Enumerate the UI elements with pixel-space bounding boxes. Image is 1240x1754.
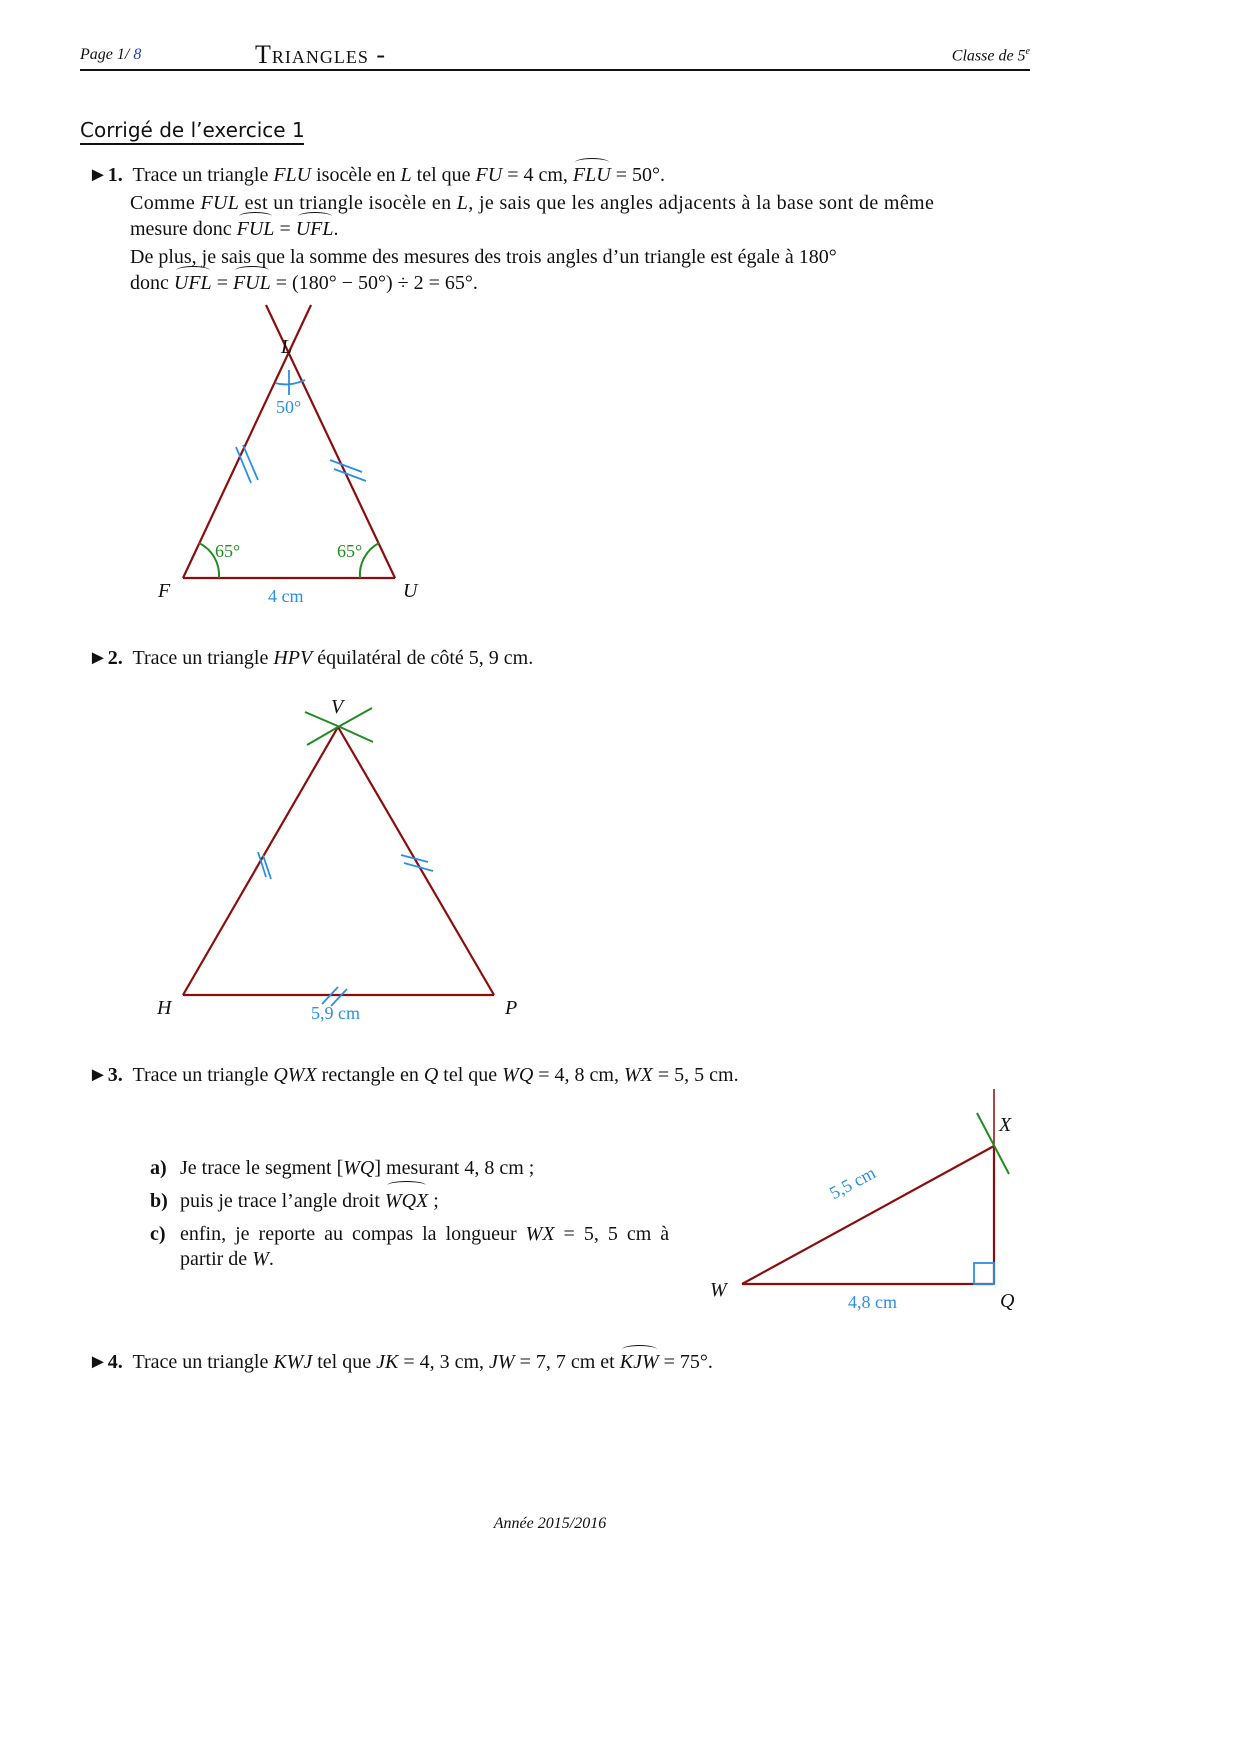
math: FLU [273,164,312,186]
text: donc [130,272,174,294]
page-prefix: Page 1/ [80,46,130,63]
angle-math: FLU [572,164,611,186]
angle-math: FUL [236,218,275,240]
class-text: Classe de 5 [951,47,1026,65]
vertex-label-x: X [999,1114,1012,1136]
text: tel que [312,1351,377,1373]
footer-year: Année 2015/2016 [493,1515,607,1532]
hypotenuse-length-label: 5,5 cm [826,1162,879,1204]
math: W [252,1248,269,1270]
base-length-label: 4 cm [268,586,304,606]
vertex-label-v: V [331,696,344,718]
math: WX [525,1223,555,1245]
text: tel que [438,1064,503,1086]
step-label: b) [150,1190,168,1212]
text: isocèle en [311,164,401,186]
math: KWJ [273,1351,313,1373]
angle-math: WQX [385,1185,428,1218]
text: Je trace le segment [ [180,1157,344,1179]
text: est un triangle isocèle en [239,192,457,214]
vertex-label-w: W [710,1279,727,1301]
angle-math: UFL [295,218,334,240]
apex-angle-label: 50° [276,397,302,417]
text: = 4, 3 cm, [398,1351,490,1373]
angle-math: KJW [619,1351,659,1373]
text: = [211,272,233,294]
math: FUL [200,192,240,214]
left-angle-label: 65° [215,541,241,561]
text: = 5, 5 cm à [554,1223,670,1245]
math: Q [423,1064,439,1086]
question-marker: ►1. [88,164,123,186]
text: . [268,1248,274,1270]
question-marker: ►4. [88,1351,123,1373]
text: Comme [130,192,201,214]
text: , je sais que les angles adjacents à la base sont de même [468,192,935,214]
math: FU [475,164,503,186]
math: WX [623,1064,653,1086]
question-4 [88,1349,713,1375]
base-length-label: 4,8 cm [848,1292,897,1312]
vertex-label-h: H [157,997,172,1019]
text: enfin, je reporte au compas la longueur [180,1223,526,1245]
text: Trace un triangle [132,164,274,186]
text: ; [428,1190,439,1212]
vertex-label-p: P [505,997,518,1019]
text: Trace un triangle [132,647,274,669]
vertex-label-u: U [403,580,418,602]
text: = 75°. [658,1351,713,1373]
text: = 4, 8 cm, [533,1064,624,1086]
text: De plus, je sais que la somme des mesures des trois angles d’un triangle est égale à 180° [130,246,837,268]
text: tel que [411,164,476,186]
text: rectangle en [316,1064,424,1086]
math: JK [376,1351,399,1373]
math: HPV [273,647,313,669]
text: ] mesurant 4, 8 cm ; [374,1157,535,1179]
side-length-label: 5,9 cm [311,1003,360,1023]
angle-math: UFL [173,272,212,294]
text: = [274,218,296,240]
text: Trace un triangle [132,1064,274,1086]
angle-math: FUL [232,272,271,294]
text: Trace un triangle [132,1351,274,1373]
text: = (180° − 50°) ÷ 2 = 65°. [270,272,478,294]
text: . [333,218,339,240]
text: = 7, 7 cm et [514,1351,620,1373]
math: QWX [273,1064,317,1086]
right-angle-label: 65° [337,541,363,561]
section-title: Corrigé de l’exercice 1 [80,118,305,142]
step-label: a) [150,1157,167,1179]
question-marker: ►3. [88,1064,123,1086]
math: L [400,164,412,186]
math: JW [489,1351,515,1373]
text: équilatéral de côté 5, 9 cm. [312,647,534,669]
math: WQ [343,1157,375,1179]
class-sup: e [1025,46,1030,57]
math: WQ [502,1064,534,1086]
text: mesure donc [130,218,237,240]
vertex-label-q: Q [1000,1290,1015,1312]
page-total-link[interactable]: 8 [133,46,142,63]
text: = 5, 5 cm. [652,1064,739,1086]
step-label: c) [150,1223,166,1245]
vertex-label-l: L [281,336,293,358]
math: L [456,192,469,214]
text: puis je trace l’angle droit [180,1190,385,1212]
question-marker: ►2. [88,647,123,669]
vertex-label-f: F [158,580,171,602]
text: partir de [180,1248,253,1270]
document-title: Triangles - [255,40,387,69]
text: = 50°. [610,164,665,186]
text: = 4 cm, [502,164,573,186]
